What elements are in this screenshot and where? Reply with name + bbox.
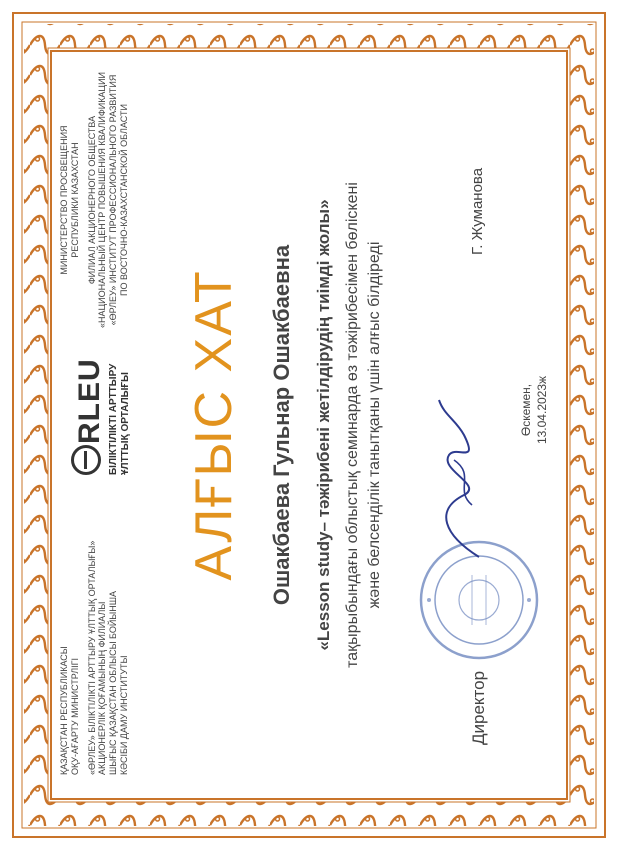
handwritten-signature-icon — [424, 395, 494, 565]
left-org-line: АКЦИОНЕРЛІК ҚОҒАМЫНЫҢ ФИЛИАЛЫ — [97, 601, 108, 775]
left-org-line: «ӨРЛЕУ» БІЛІКТІЛІКТІ АРТТЫРУ ҰЛТТЫҚ ОРТАЛЫҒЫ» — [86, 540, 97, 775]
logo-word: RLEU — [73, 358, 106, 444]
right-org-line: «ӨРЛЕУ» ИНСТИТУТ ПРОФЕССИОНАЛЬНОГО РАЗВИТИЯ — [108, 74, 119, 326]
right-org-line: МИНИСТЕРСТВО ПРОСВЕЩЕНИЯ — [59, 125, 69, 275]
body-text-line-2: және белсенділік танытқаны үшін алғыс білдіреді — [366, 241, 383, 609]
right-org-line: «НАЦИОНАЛЬНЫЙ ЦЕНТР ПОВЫШЕНИЯ КВАЛИФИКАЦИИ — [97, 71, 108, 329]
certificate-content — [29, 35, 589, 815]
logo-subtitle-2: ҰЛТТЫҚ ОРТАЛЫҒЫ — [120, 372, 131, 475]
left-org-line: ОҚУ-АҒАРТУ МИНИСТРЛІГІ — [69, 657, 80, 775]
seminar-topic: «Lesson study– тәжірибені жетілдірудің тиімді жолы» — [314, 199, 333, 651]
left-organization-block — [59, 535, 130, 775]
orleu-logo — [71, 335, 132, 475]
right-organization-block — [59, 65, 130, 335]
left-org-line: КӘСІБИ ДАМУ ИНСТИТУТЫ — [118, 655, 129, 775]
issue-place: Өскемен, — [519, 383, 533, 437]
body-text-line-1: тақырыбындағы облыстық семинарда өз тәжірибесімен бөліскені — [344, 182, 361, 668]
issue-date — [519, 350, 550, 470]
left-org-line: ҚАЗАҚСТАН РЕСПУБЛИКАСЫ — [59, 646, 69, 775]
right-org-line: РЕСПУБЛИКИ КАЗАХСТАН — [69, 142, 80, 258]
left-org-line: ШЫҒЫС ҚАЗАҚСТАН ОБЛЫСЫ БОЙЫНША — [108, 590, 119, 775]
recipient-name: Ошакбаева Гульнар Ошакбаевна — [269, 244, 294, 606]
orleu-o-icon — [71, 445, 101, 475]
right-org-line: ФИЛИАЛ АКЦИОНЕРНОГО ОБЩЕСТВА — [86, 115, 97, 285]
right-org-line: ПО ВОСТОЧНО-КАЗАХСТАНСКОЙ ОБЛАСТИ — [118, 104, 129, 296]
certificate-title: АЛҒЫС ХАТ — [185, 269, 243, 581]
signatory-name: Г. Жуманова — [469, 167, 486, 255]
logo-subtitle-1: БІЛІКТІЛІКТІ АРТТЫРУ — [108, 363, 119, 475]
signatory-role: Директор — [469, 670, 488, 745]
issue-date-value: 13.04.2023ж — [534, 375, 549, 445]
